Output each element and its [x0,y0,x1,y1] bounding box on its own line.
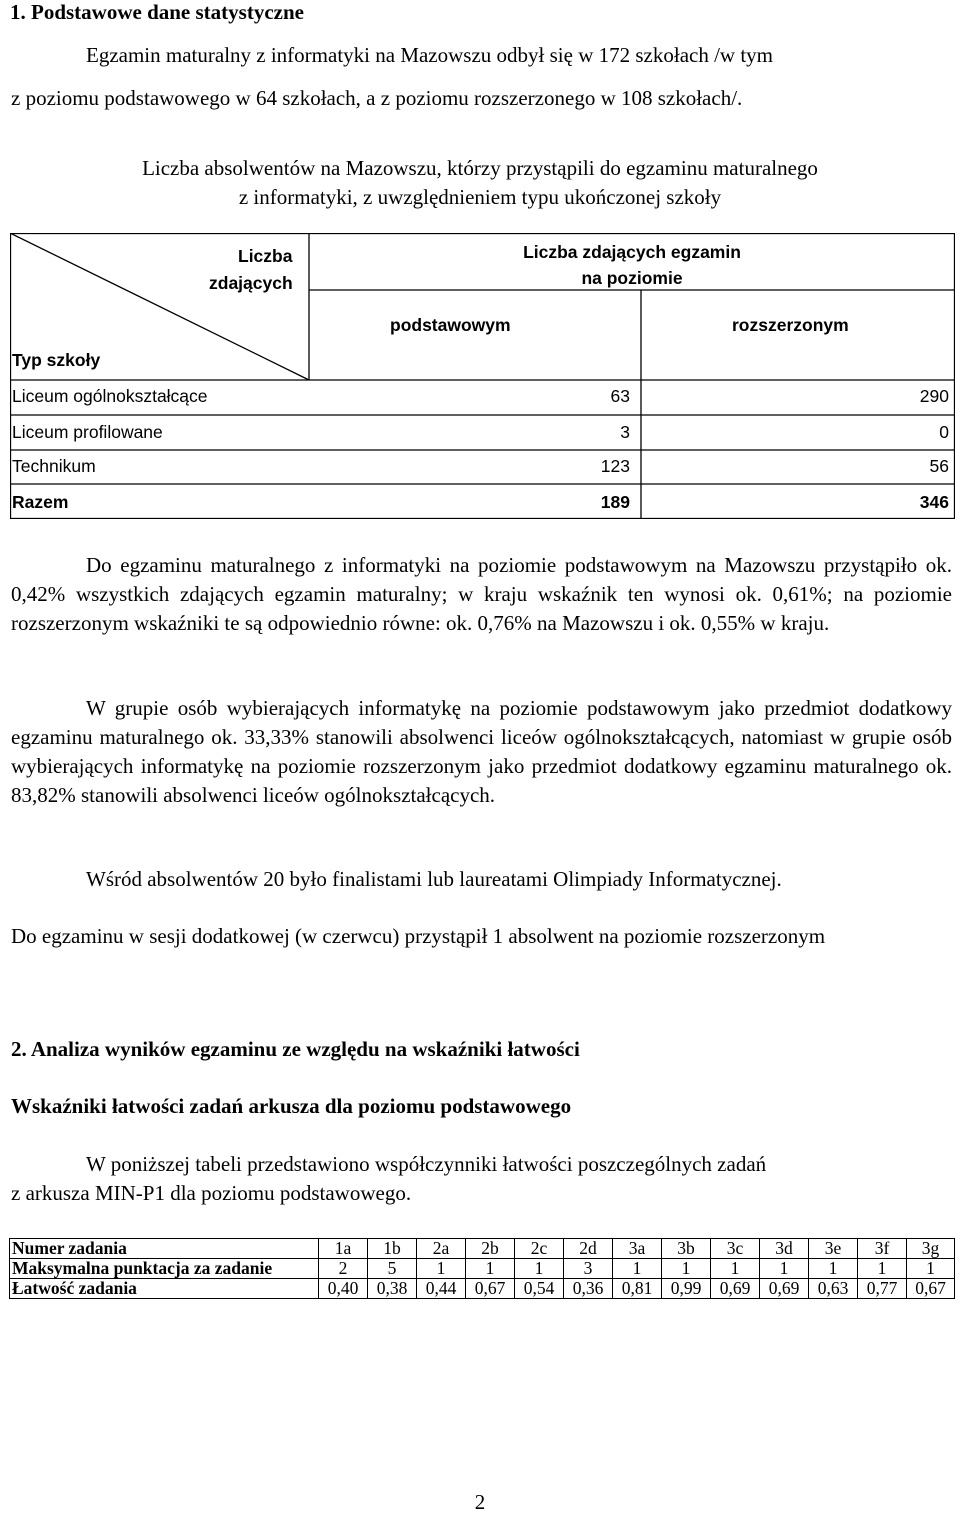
ease-cell: 0,36 [564,1279,613,1299]
section-2-heading: 2. Analiza wyników egzaminu ze względu na wskaźniki łatwości [11,1037,580,1061]
max-points-cell: 1 [760,1259,809,1279]
section-1-intro-line-1: Egzamin maturalny z informatyki na Mazowszu odbył się w 172 szkołach /w tym [86,43,774,67]
task-cell: 3f [858,1239,907,1259]
ease-cell: 0,99 [662,1279,711,1299]
task-cell: 3e [809,1239,858,1259]
column-header-extended: rozszerzonym [732,315,849,335]
task-cell: 1a [319,1239,368,1259]
ease-cell: 0,38 [368,1279,417,1299]
ease-index-table [9,1238,953,1299]
ease-cell: 0,67 [907,1279,955,1299]
row-type: Liceum profilowane [12,422,163,442]
max-points-cell: 1 [662,1259,711,1279]
task-cell: 2d [564,1239,613,1259]
task-cell: 3a [613,1239,662,1259]
school-type-table [10,233,955,519]
row-extended: 290 [919,386,949,406]
max-points-row [10,1259,955,1279]
row-extended: 56 [929,456,949,476]
max-points-label: Maksymalna punktacja za zadanie [10,1259,319,1279]
paragraph-olympiad: Wśród absolwentów 20 było finalistami lub laureatami Olimpiady Informatycznej. [86,867,782,891]
column-header-basic: podstawowym [390,315,511,335]
max-points-cell: 1 [515,1259,564,1279]
ease-cell: 0,63 [809,1279,858,1299]
ease-cell: 0,81 [613,1279,662,1299]
ease-cell: 0,69 [711,1279,760,1299]
row-basic: 3 [620,422,630,442]
row-basic: 123 [600,456,630,476]
diag-header-bottom: Typ szkoły [12,350,101,370]
section-2-subheading: Wskaźniki łatwości zadań arkusza dla poziomu podstawowego [11,1094,572,1118]
max-points-cell: 5 [368,1259,417,1279]
ease-cell: 0,69 [760,1279,809,1299]
row-type: Liceum ogólnokształcące [12,386,208,406]
table-1-title-line-1: Liczba absolwentów na Mazowszu, którzy przystąpili do egzaminu maturalnego [142,156,818,180]
task-cell: 2a [417,1239,466,1259]
section-1-intro-line-2: z poziomu podstawowego w 64 szkołach, a z poziomu rozszerzonego w 108 szkołach/. [11,86,743,110]
max-points-cell: 1 [466,1259,515,1279]
task-cell: 3c [711,1239,760,1259]
ease-cell: 0,40 [319,1279,368,1299]
max-points-cell: 1 [711,1259,760,1279]
task-cell: 1b [368,1239,417,1259]
diag-header-top-line-1: Liczba [238,246,293,266]
ease-cell: 0,67 [466,1279,515,1299]
row-extended: 0 [939,422,949,442]
paragraph-participation: Do egzaminu maturalnego z informatyki na poziomie podstawowym na Mazowszu przystąpiło ok. 0,42% wszystkich zdających egzamin maturalny; w kraju wskaźnik ten wynosi ok. 0,61%; na poziomie rozszerzonym wskaźniki te są odpowiednio równe: ok. 0,76% na Mazowszu i ok. 0,55% w kraju. [11,553,952,635]
table-1-title-line-2: z informatyki, z uwzględnieniem typu ukończonej szkoły [238,185,722,209]
row-type-total: Razem [12,492,69,512]
ease-cell: 0,54 [515,1279,564,1299]
ease-row [10,1279,955,1299]
max-points-cell: 1 [613,1259,662,1279]
group-header-line-2: na poziomie [581,268,683,288]
row-type: Technikum [12,456,96,476]
group-header-line-1: Liczba zdających egzamin [523,242,741,262]
ease-label: Łatwość zadania [10,1279,319,1299]
task-cell: 3d [760,1239,809,1259]
section-2-intro-line-1: W poniższej tabeli przedstawiono współczynniki łatwości poszczególnych zadań [86,1152,767,1176]
task-cell: 2c [515,1239,564,1259]
page-number: 2 [474,1490,486,1514]
row-extended-total: 346 [919,492,949,512]
ease-cell: 0,44 [417,1279,466,1299]
max-points-cell: 1 [417,1259,466,1279]
task-cell: 2b [466,1239,515,1259]
max-points-cell: 1 [907,1259,955,1279]
section-1-heading: 1. Podstawowe dane statystyczne [10,0,304,24]
row-basic-total: 189 [600,492,630,512]
task-cell: 3g [907,1239,955,1259]
max-points-cell: 3 [564,1259,613,1279]
max-points-cell: 1 [858,1259,907,1279]
task-cell: 3b [662,1239,711,1259]
max-points-cell: 1 [809,1259,858,1279]
diag-header-top-line-2: zdających [209,273,293,293]
task-number-row [10,1239,955,1259]
task-number-label: Numer zadania [10,1239,319,1259]
max-points-cell: 2 [319,1259,368,1279]
section-2-intro-line-2: z arkusza MIN-P1 dla poziomu podstawowego. [11,1181,412,1205]
ease-cell: 0,77 [858,1279,907,1299]
paragraph-additional-session: Do egzaminu w sesji dodatkowej (w czerwcu) przystąpił 1 absolwent na poziomie rozszerzonym [11,924,826,948]
paragraph-school-share: W grupie osób wybierających informatykę na poziomie podstawowym jako przedmiot dodatkowy egzaminu maturalnego ok. 33,33% stanowili absolwenci liceów ogólnokształcących, natomiast w grupie osób wybierających informatykę na poziomie rozszerzonym jako przedmiot dodatkowy egzaminu maturalnego ok. 83,82% stanowili absolwenci liceów ogólnokształcących. [11,696,952,807]
row-basic: 63 [610,386,630,406]
